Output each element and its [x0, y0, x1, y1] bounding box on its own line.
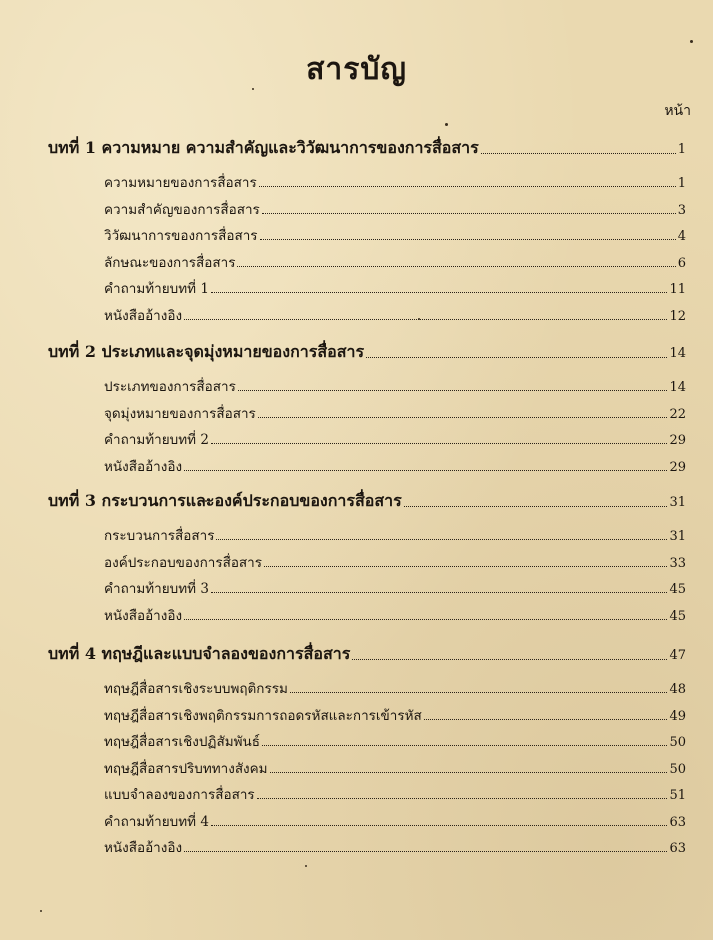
page-number: 33 [669, 555, 686, 571]
dot-leader [424, 719, 668, 720]
dot-leader [211, 443, 668, 444]
toc-section-entry[interactable] [104, 577, 686, 597]
dot-leader [211, 825, 668, 826]
page-number: 50 [669, 735, 686, 750]
section-title: ทฤษฎีสื่อสารเชิงระบบพฤติกรรม [104, 681, 288, 697]
toc-section-entry[interactable] [104, 224, 686, 244]
section-title: หนังสืออ้างอิง [104, 607, 183, 624]
dot-leader [184, 619, 667, 620]
toc-section-entry[interactable] [104, 810, 686, 830]
toc-section-entry[interactable] [104, 251, 686, 271]
toc-section-entry[interactable] [104, 836, 686, 856]
page-number: 31 [669, 529, 686, 544]
dot-leader [481, 153, 676, 154]
chapter-title: บทที่ 3 กระบวนการและองค์ประกอบของการสื่อสาร [48, 491, 402, 510]
toc-section-entry[interactable] [104, 604, 686, 624]
dot-leader [257, 798, 668, 799]
chapter-title: บทที่ 1 ความหมาย ความสำคัญและวิวัฒนาการของการสื่อสาร [48, 138, 479, 157]
page-number: 29 [669, 433, 686, 448]
section-title: คำถามท้ายบทที่ 1 [104, 281, 209, 297]
section-title: วิวัฒนาการของการสื่อสาร [104, 228, 258, 244]
section-title: คำถามท้ายบทที่ 2 [104, 432, 209, 448]
paper-speck [305, 865, 307, 867]
page-number: 29 [669, 459, 686, 475]
toc-section-entry[interactable] [104, 704, 686, 724]
toc-section-entry[interactable] [104, 198, 686, 218]
toc-section-entry[interactable] [104, 304, 686, 324]
dot-leader [352, 659, 667, 660]
toc-section-entry[interactable] [104, 677, 686, 697]
page-number: 6 [677, 255, 686, 271]
section-title: ทฤษฎีสื่อสารเชิงพฤติกรรมการถอดรหัสและการเข้ารหัส [104, 707, 422, 724]
dot-leader [260, 239, 676, 240]
paper-speck [40, 910, 42, 912]
page-number: 48 [669, 682, 686, 697]
page-number: 1 [677, 176, 686, 191]
page-title: สารบัญ [306, 52, 407, 87]
dot-leader [237, 266, 675, 267]
section-title: องค์ประกอบของการสื่อสาร [104, 554, 263, 571]
toc-section-entry[interactable] [104, 277, 686, 297]
page-number: 31 [669, 495, 686, 510]
page-number: 14 [669, 380, 686, 395]
page-number: 45 [669, 582, 686, 597]
section-title: คำถามท้ายบทที่ 4 [104, 813, 209, 830]
dot-leader [216, 539, 667, 540]
page-number: 45 [669, 608, 686, 624]
toc-chapter-entry[interactable] [48, 340, 686, 362]
section-title: จุดมุ่งหมายของการสื่อสาร [104, 405, 256, 422]
dot-leader [262, 213, 676, 214]
section-title: ประเภทของการสื่อสาร [104, 379, 236, 395]
toc-chapter-entry[interactable] [48, 489, 686, 511]
page-number: 4 [677, 229, 686, 244]
page-number: 49 [669, 708, 686, 724]
toc-section-entry[interactable] [104, 783, 686, 803]
dot-leader [184, 470, 667, 471]
chapter-title: บทที่ 4 ทฤษฎีและแบบจำลองของการสื่อสาร [48, 644, 351, 663]
dot-leader [270, 772, 668, 773]
dot-leader [184, 851, 667, 852]
toc-section-entry[interactable] [104, 757, 686, 777]
toc-chapter-entry[interactable] [48, 642, 686, 664]
dot-leader [259, 186, 676, 187]
section-title: ความหมายของการสื่อสาร [104, 175, 257, 191]
section-title: ลักษณะของการสื่อสาร [104, 254, 236, 271]
toc-section-entry[interactable] [104, 551, 686, 571]
chapter-title: บทที่ 2 ประเภทและจุดมุ่งหมายของการสื่อสาร [48, 342, 365, 361]
page-number: 50 [669, 761, 686, 777]
dot-leader [404, 506, 668, 507]
page-number: 63 [669, 841, 686, 856]
section-title: คำถามท้ายบทที่ 3 [104, 581, 209, 597]
page-number: 47 [669, 648, 686, 663]
dot-leader [262, 745, 667, 746]
section-title: ความสำคัญของการสื่อสาร [104, 201, 260, 218]
page-number: 3 [677, 202, 686, 218]
section-title: ทฤษฎีสื่อสารปริบททางสังคม [104, 760, 268, 777]
dot-leader [211, 592, 668, 593]
toc-section-entry[interactable] [104, 455, 686, 475]
page-number: 51 [669, 788, 686, 803]
toc-section-entry[interactable] [104, 524, 686, 544]
toc-chapter-entry[interactable] [48, 136, 686, 158]
section-title: แบบจำลองของการสื่อสาร [104, 787, 255, 803]
page-number: 63 [669, 814, 686, 830]
page-number: 12 [669, 308, 686, 324]
dot-leader [290, 692, 668, 693]
paper-speck [690, 40, 693, 43]
toc-section-entry[interactable] [104, 730, 686, 750]
section-title: หนังสืออ้างอิง [104, 840, 183, 856]
page-number: 1 [677, 142, 686, 157]
section-title: หนังสืออ้างอิง [104, 458, 183, 475]
dot-leader [184, 319, 667, 320]
paper-speck [445, 123, 448, 126]
dot-leader [211, 292, 668, 293]
toc-section-entry[interactable] [104, 171, 686, 191]
page-number: 14 [669, 346, 686, 361]
dot-leader [264, 566, 667, 567]
toc-section-entry[interactable] [104, 375, 686, 395]
toc-section-entry[interactable] [104, 402, 686, 422]
dot-leader [238, 390, 668, 391]
page-number: 11 [669, 282, 686, 297]
page-column-label: หน้า [664, 103, 691, 119]
toc-section-entry[interactable] [104, 428, 686, 448]
section-title: กระบวนการสื่อสาร [104, 528, 215, 544]
section-title: ทฤษฎีสื่อสารเชิงปฏิสัมพันธ์ [104, 734, 260, 750]
dot-leader [366, 357, 667, 358]
dot-leader [258, 417, 668, 418]
page-number: 22 [669, 406, 686, 422]
section-title: หนังสืออ้างอิง [104, 307, 183, 324]
